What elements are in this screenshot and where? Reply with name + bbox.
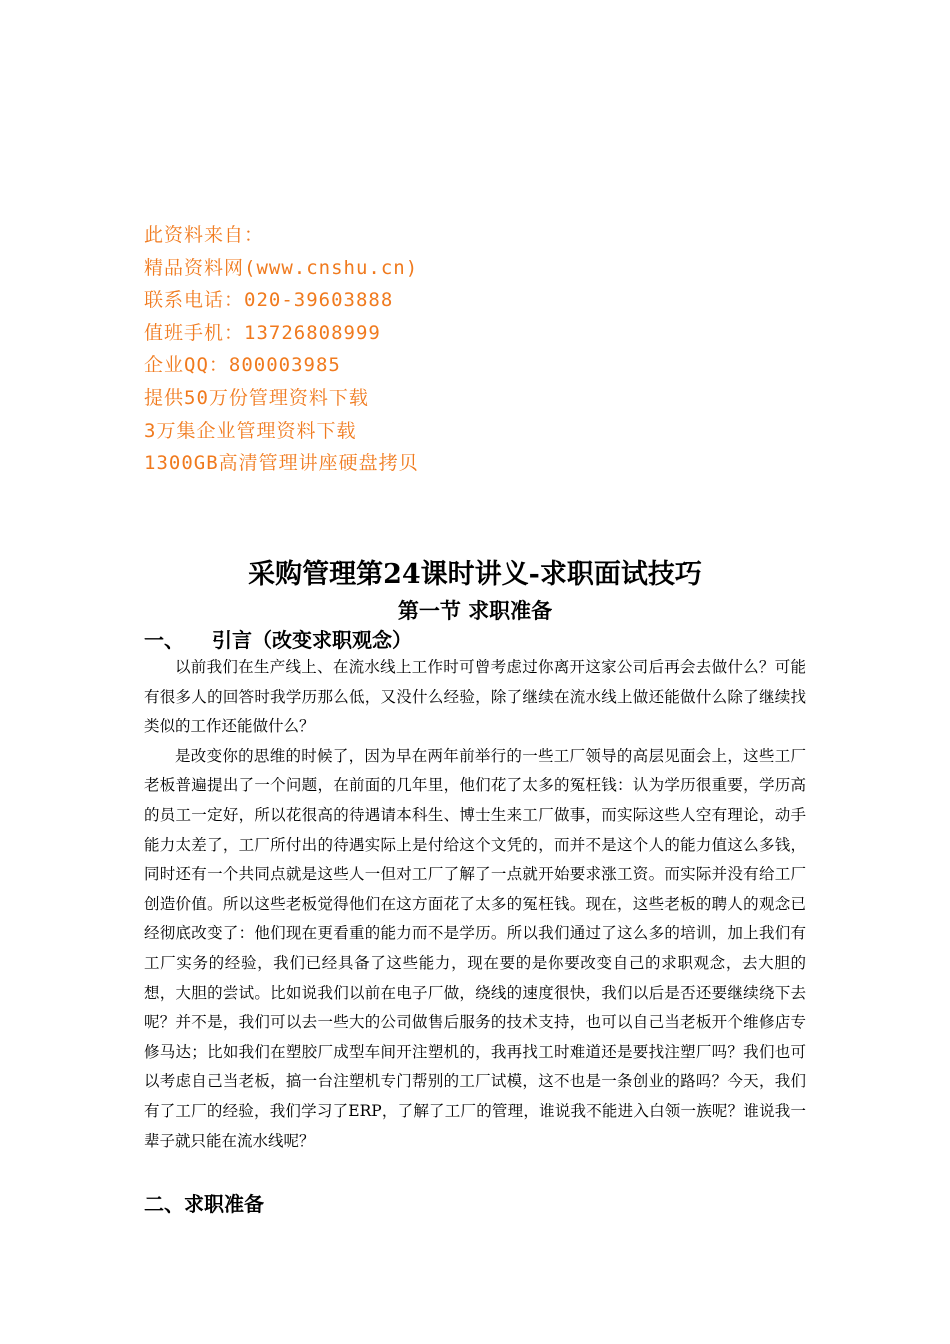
- promo-offer-line: 提供50万份管理资料下载: [144, 386, 369, 409]
- promo-disk-line: 1300GB高清管理讲座硬盘拷贝: [144, 452, 419, 475]
- body-text: [144, 653, 806, 1156]
- section-title: 第一节 求职准备: [397, 598, 553, 623]
- heading-job-preparation: 二、求职准备: [144, 1192, 264, 1216]
- paragraph: 以前我们在生产线上、在流水线上工作时可曾考虑过你离开这家公司后再会去做什么？可能有很多人的回答时我学历那么低，又没什么经验，除了继续在流水线上做还能做什么除了继续找类似的工作还能做什么？: [144, 658, 806, 736]
- heading-introduction: [144, 624, 412, 653]
- promo-qq-line: 企业QQ：800003985: [144, 354, 341, 377]
- promo-video-line: 3万集企业管理资料下载: [144, 419, 357, 442]
- promo-source-line: 此资料来自：: [144, 224, 265, 246]
- heading-text: 引言（改变求职观念）: [212, 628, 412, 652]
- promo-mobile-line: 值班手机：13726808999: [144, 321, 381, 344]
- promo-phone-line: 联系电话：020-39603888: [144, 289, 394, 312]
- paragraph: 是改变你的思维的时候了，因为早在两年前举行的一些工厂领导的高层见面会上，这些工厂老板普遍提出了一个问题，在前面的几年里，他们花了太多的冤枉钱：认为学历很重要，学历高的员工一定好，所以花很高的待遇请本科生、博士生来工厂做事，而实际这些人空有理论，动手能力太差了，工厂所付出的待遇实际上是付给这个文凭的，而并不是这个人的能力值这么多钱，同时还有一个共同点就是这些人一但对工厂了解了一点就开始要求涨工资。而实际并没有给工厂创造价值。所以这些老板觉得他们在这方面花了太多的冤枉钱。现在，这些老板的聘人的观念已经彻底改变了：他们现在更看重的能力而不是学历。所以我们通过了这么多的培训，加上我们有工厂实务的经验，我们已经具备了这些能力，现在要的是你要改变自己的求职观念，去大胆的想，大胆的尝试。比如说我们以前在电子厂做，绕线的速度很快，我们以后是否还要继续绕下去呢？并不是，我们可以去一些大的公司做售后服务的技术支持，也可以自己当老板开个维修店专修马达；比如我们在塑胶厂成型车间开注塑机的，我再找工时难道还是要找注塑厂吗？我们也可以考虑自己当老板，搞一台注塑机专门帮别的工厂试模，这不也是一条创业的路吗？今天，我们有了工厂的经验，我们学习了ERP，了解了工厂的管理，谁说我不能进入白领一族呢？谁说我一辈子就只能在流水线呢？: [144, 746, 806, 1150]
- promo-block: [144, 219, 419, 480]
- promo-website-line: 精品资料网(www.cnshu.cn): [144, 256, 419, 279]
- heading-number: 一、: [144, 628, 184, 652]
- document-title: 采购管理第24课时讲义-求职面试技巧: [248, 559, 702, 590]
